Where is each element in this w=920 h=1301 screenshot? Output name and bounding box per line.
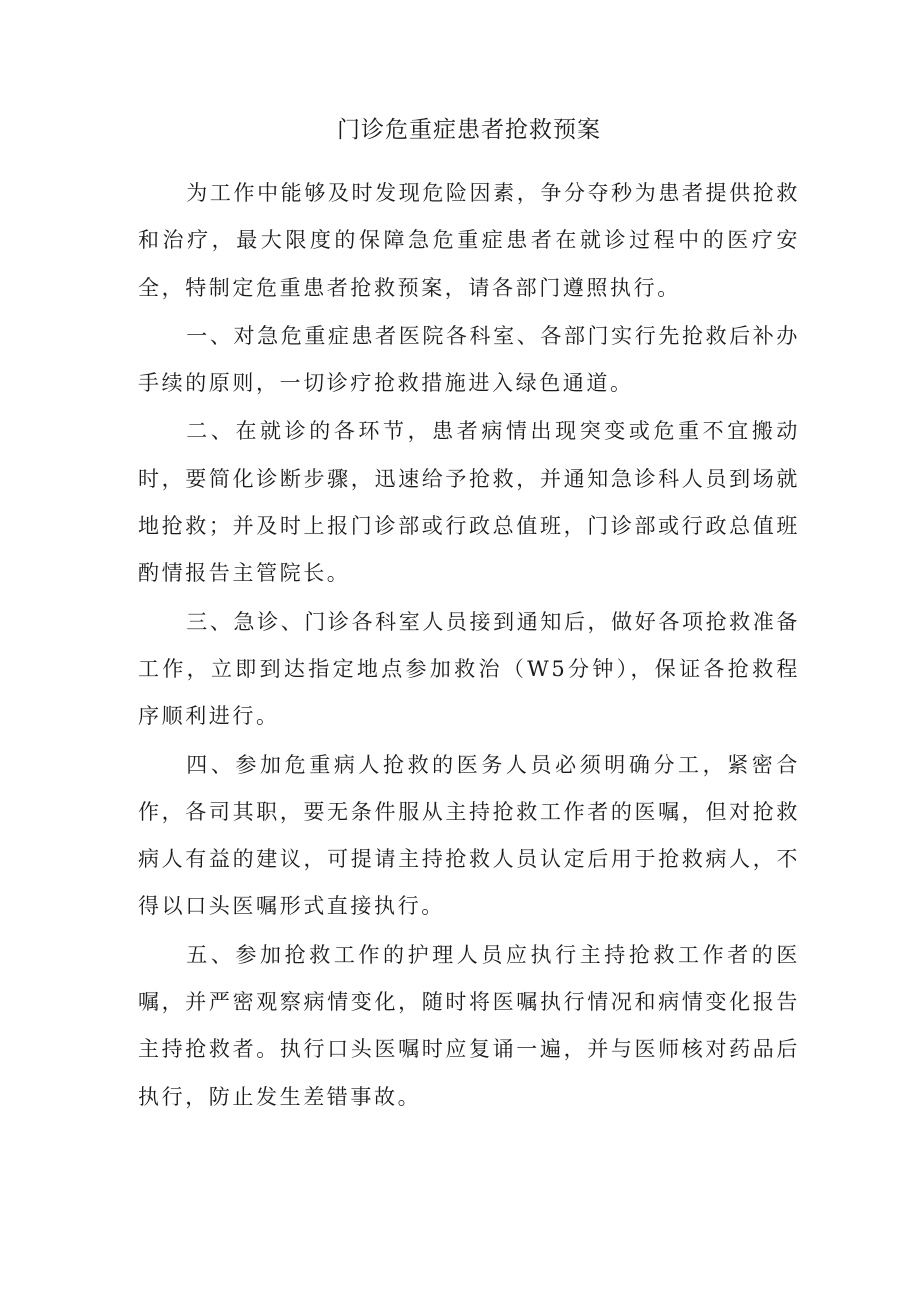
paragraph-item-1: 一、对急危重症患者医院各科室、各部门实行先抢救后补办手续的原则，一切诊疗抢救措施进入绿色通道。 — [138, 323, 800, 396]
document-page — [138, 112, 800, 1121]
paragraph-item-4: 四、参加危重病人抢救的医务人员必须明确分工，紧密合作，各司其职，要无条件服从主持抢救工作者的医嘱，但对抢救病人有益的建议，可提请主持抢救人员认定后用于抢救病人，不得以口头医嘱形式直接执行。 — [138, 752, 800, 919]
document-title: 门诊危重症患者抢救预案 — [337, 117, 601, 143]
paragraph-item-2: 二、在就诊的各环节，患者病情出现突变或危重不宜搬动时，要简化诊断步骤，迅速给予抢救，并通知急诊科人员到场就地抢救；并及时上报门诊部或行政总值班，门诊部或行政总值班酌情报告主管院长。 — [138, 419, 800, 586]
paragraph-item-3: 三、急诊、门诊各科室人员接到通知后，做好各项抢救准备工作，立即到达指定地点参加救治（W5分钟），保证各抢救程序顺利进行。 — [138, 609, 800, 729]
paragraph-intro: 为工作中能够及时发现危险因素，争分夺秒为患者提供抢救和治疗，最大限度的保障急危重症患者在就诊过程中的医疗安全，特制定危重患者抢救预案，请各部门遵照执行。 — [138, 181, 800, 300]
paragraph-item-5: 五、参加抢救工作的护理人员应执行主持抢救工作者的医嘱，并严密观察病情变化，随时将医嘱执行情况和病情变化报告主持抢救者。执行口头医嘱时应复诵一遍，并与医师核对药品后执行，防止发生差错事故。 — [138, 942, 800, 1109]
